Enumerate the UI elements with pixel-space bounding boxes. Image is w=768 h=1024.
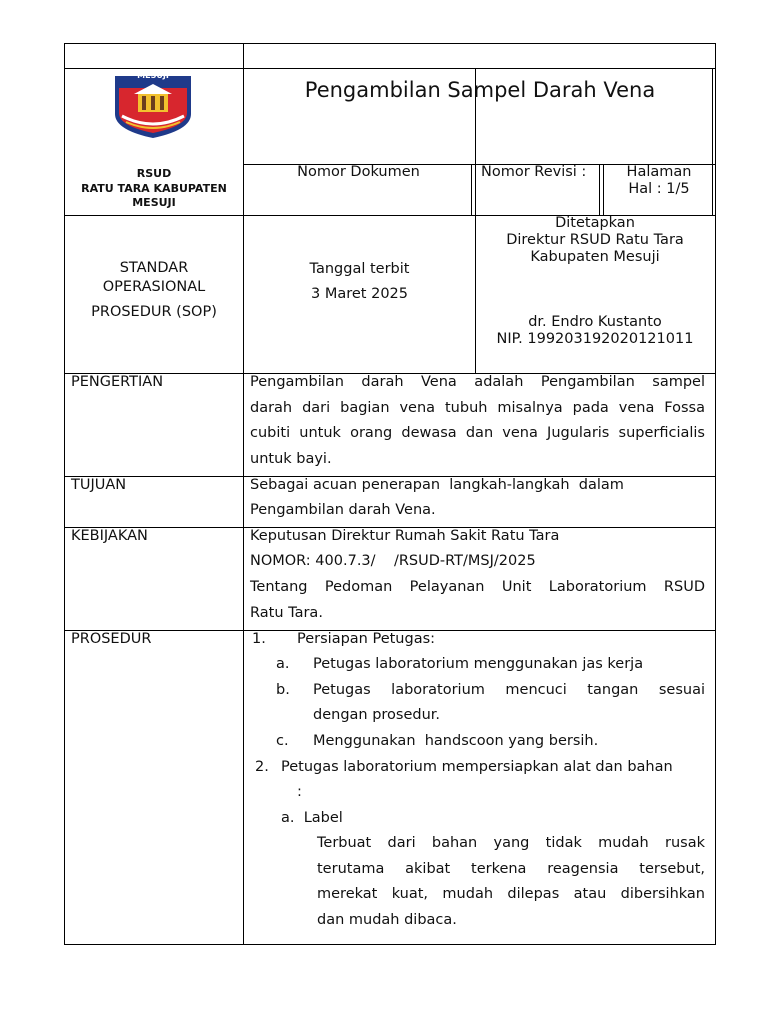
prosedur-label: PROSEDUR xyxy=(71,631,152,647)
director-name: dr. Endro Kustanto xyxy=(528,314,662,330)
sop-type-line2: OPERASIONAL xyxy=(102,279,206,295)
kebijakan-line: Keputusan Direktur Rumah Sakit Ratu Tara xyxy=(250,528,560,544)
table-border-bottom xyxy=(64,944,716,945)
approved-by-line2: Kabupaten Mesuji xyxy=(530,249,660,265)
step1a-marker: a. xyxy=(276,656,290,672)
issue-date: 3 Maret 2025 xyxy=(311,286,408,302)
pengertian-line: cubiti untuk orang dewasa dan vena Jugularis superficialis xyxy=(250,425,705,441)
header-col-divider-c xyxy=(599,164,600,215)
issue-date-label: Tanggal terbit xyxy=(309,261,410,277)
tujuan-label: TUJUAN xyxy=(71,477,127,493)
step1-number: 1. xyxy=(252,631,266,647)
label-desc-line: Terbuat dari bahan yang tidak mudah rusak xyxy=(317,835,705,851)
step1b-line1: Petugas laboratorium mencuci tangan sesuai xyxy=(313,682,705,698)
kebijakan-line: Tentang Pedoman Pelayanan Unit Laboratorium RSUD xyxy=(250,579,705,595)
pengertian-label: PENGERTIAN xyxy=(71,374,164,390)
hospital-logo xyxy=(112,70,194,140)
step1a-text: Petugas laboratorium menggunakan jas kerja xyxy=(313,656,644,672)
label-desc-line: dan mudah dibaca. xyxy=(317,912,457,928)
tujuan-line: Pengambilan darah Vena. xyxy=(250,502,436,518)
sop-type-line3: PROSEDUR (SOP) xyxy=(91,304,217,320)
org-name-line2: MESUJI xyxy=(132,196,176,209)
step2-line1: Petugas laboratorium mempersiapkan alat dan bahan xyxy=(281,759,673,775)
table-border-right xyxy=(715,43,716,945)
pengertian-line: untuk bayi. xyxy=(250,451,332,467)
step1c-marker: c. xyxy=(276,733,289,749)
page-label: Halaman xyxy=(626,164,692,180)
sop-type-line1: STANDAR xyxy=(119,260,189,276)
step2-number: 2. xyxy=(255,759,269,775)
kebijakan-line: Ratu Tara. xyxy=(250,605,323,621)
step1-text: Persiapan Petugas: xyxy=(297,631,436,647)
pengertian-line: darah dari bagian vena tubuh misalnya pada vena Fossa xyxy=(250,400,705,416)
step1b-line2: dengan prosedur. xyxy=(313,707,441,723)
pengertian-line: Pengambilan darah Vena adalah Pengambilan sampel xyxy=(250,374,705,390)
page-value: Hal : 1/5 xyxy=(628,181,690,197)
approved-by-line1: Direktur RSUD Ratu Tara xyxy=(506,232,684,248)
table-line-header-top xyxy=(64,68,716,69)
label-desc-line: merekat kuat, mudah dilepas atau dibersihkan xyxy=(317,886,705,902)
revision-label: Nomor Revisi : xyxy=(481,164,587,180)
org-code: RSUD xyxy=(136,167,172,180)
step1c-text: Menggunakan handscoon yang bersih. xyxy=(313,733,599,749)
step2-line2: : xyxy=(297,784,302,800)
approved-label: Ditetapkan xyxy=(555,215,635,231)
logo-text: MESUJI xyxy=(137,71,169,80)
label-desc-line: terutama akibat terkena reagensia tersebut, xyxy=(317,861,705,877)
tujuan-line: Sebagai acuan penerapan langkah-langkah dalam xyxy=(250,477,624,493)
kebijakan-label: KEBIJAKAN xyxy=(71,528,148,544)
org-name-line1: RATU TARA KABUPATEN xyxy=(81,182,227,195)
document-title: Pengambilan Sampel Darah Vena xyxy=(304,78,656,102)
step1b-marker: b. xyxy=(276,682,290,698)
doc-number-label: Nomor Dokumen xyxy=(297,164,420,180)
kebijakan-line: NOMOR: 400.7.3/ /RSUD-RT/MSJ/2025 xyxy=(250,553,536,569)
director-nip: NIP. 199203192020121011 xyxy=(496,331,694,347)
step2a-label: a. Label xyxy=(281,810,343,826)
table-border-top xyxy=(64,43,716,44)
